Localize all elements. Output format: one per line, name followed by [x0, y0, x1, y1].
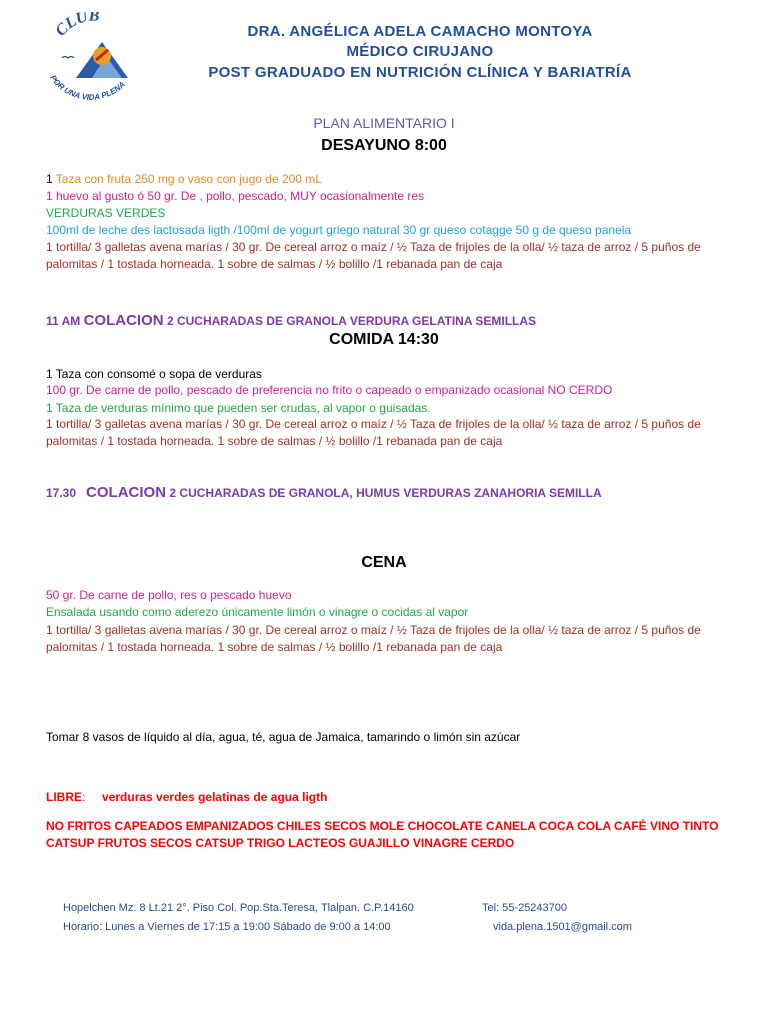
colacion-1	[46, 311, 536, 331]
colacion-1-time: 11 AM	[46, 314, 81, 328]
colacion-1-text: 2 CUCHARADAS DE GRANOLA VERDURA GELATINA SEMILLAS	[166, 314, 537, 328]
colacion-2-text: 2 CUCHARADAS DE GRANOLA, HUMUS VERDURAS ZANAHORIA SEMILLA	[169, 486, 602, 500]
doctor-name: DRA. ANGÉLICA ADELA CAMACHO MONTOYA	[247, 23, 593, 40]
libre-label: LIBRE	[46, 790, 82, 804]
libre-colon: :	[82, 790, 86, 804]
footer-tel: Tel: 55-25243700	[482, 902, 568, 914]
comida-line-3: 1 Taza de verduras mínimo que pueden ser crudas, al vapor o guisadas.	[46, 401, 431, 415]
colacion-2-label: COLACION	[86, 484, 167, 501]
libre-text: verduras verdes gelatinas de agua ligth	[102, 790, 328, 804]
liquids-instruction: Tomar 8 vasos de líquido al día, agua, té, agua de Jamaica, tamarindo o limón sin azúcar	[46, 730, 521, 744]
desayuno-line-2: 1 huevo al gusto ó 50 gr. De , pollo, pescado, MUY ocasionalmente res	[46, 189, 425, 203]
desayuno-line-5: 1 tortilla/ 3 galletas avena marías / 30 gr. De cereal arroz o maíz / ½ Taza de frijoles de la olla/ ½ taza de arroz / 5 puños de palomitas / 1 tostada horneada. 1 sobre de salmas / ½ bolillo /1 rebanada pan de caja	[46, 240, 701, 271]
desayuno-line-1-text: Taza con fruta 250 mg o vaso con jugo de 200 mL	[52, 172, 322, 186]
desayuno-line-3: VERDURAS VERDES	[46, 206, 166, 220]
prohibidos: NO FRITOS CAPEADOS EMPANIZADOS CHILES SECOS MOLE CHOCOLATE CANELA COCA COLA CAFÉ VINO TINTO CATSUP FRUTOS SECOS CATSUP TRIGO LACTEOS GUAJILLO VINAGRE CERDO	[46, 819, 719, 850]
doctor-title: MÉDICO CIRUJANO	[346, 43, 494, 60]
colacion-1-label: COLACION	[83, 312, 164, 329]
footer-address: Hopelchen Mz. 8 Lt.21 2°. Piso Col. Pop.Sta.Teresa, Tlalpan. C.P.14160	[63, 902, 414, 914]
doctor-specialty: POST GRADUADO EN NUTRICIÓN CLÍNICA Y BARIATRÍA	[208, 64, 632, 81]
comida-line-1: 1 Taza con consomé o sopa de verduras	[46, 367, 262, 381]
desayuno-line-1	[46, 171, 322, 188]
svg-text:CLUB	[52, 12, 100, 40]
colacion-2	[46, 483, 602, 503]
footer-email: vida.plena.1501@gmail.com	[493, 921, 632, 933]
colacion-2-time: 17.30	[46, 486, 77, 500]
comida-line-4: 1 tortilla/ 3 galletas avena marías / 30 gr. De cereal arroz o maíz / ½ Taza de frijoles de la olla/ ½ taza de arroz / 5 puños de palomitas / 1 tostada horneada. 1 sobre de salmas / ½ bolillo /1 rebanada pan de caja	[46, 417, 701, 448]
cena-line-1: 50 gr. De carne de pollo, res o pescado huevo	[46, 588, 292, 602]
libre-line	[46, 789, 327, 806]
desayuno-line-4: 100ml de leche des lactosada ligth /100ml de yogurt griego natural 30 gr queso cotagge 50 g de queso panela	[46, 223, 632, 237]
club-logo	[40, 12, 140, 112]
comida-title: COMIDA 14:30	[329, 331, 439, 348]
plan-title: PLAN ALIMENTARIO I	[313, 115, 455, 131]
cena-line-3: 1 tortilla/ 3 galletas avena marías / 30 gr. De cereal arroz o maíz / ½ Taza de frijoles de la olla/ ½ taza de arroz / 5 puños de palomitas / 1 tostada horneada. 1 sobre de salmas / ½ bolillo /1 rebanada pan de caja	[46, 623, 701, 654]
logo-motto-text: POR UNA VIDA PLENA	[48, 73, 127, 102]
footer-hours: Horario: Lunes a Viernes de 17:15 a 19:00 Sábado de 9:00 a 14:00	[63, 921, 391, 933]
cena-line-2: Ensalada usando como aderezo únicamente limón o vinagre o cocidas al vapor	[46, 605, 469, 619]
desayuno-line-1-number: 1	[46, 172, 53, 186]
logo-club-text: CLUB	[52, 12, 100, 40]
comida-line-2: 100 gr. De carne de pollo, pescado de preferencia no frito o capeado o empanizado ocasional NO CERDO	[46, 383, 613, 397]
desayuno-title: DESAYUNO 8:00	[321, 137, 447, 154]
cena-title: CENA	[361, 554, 407, 571]
